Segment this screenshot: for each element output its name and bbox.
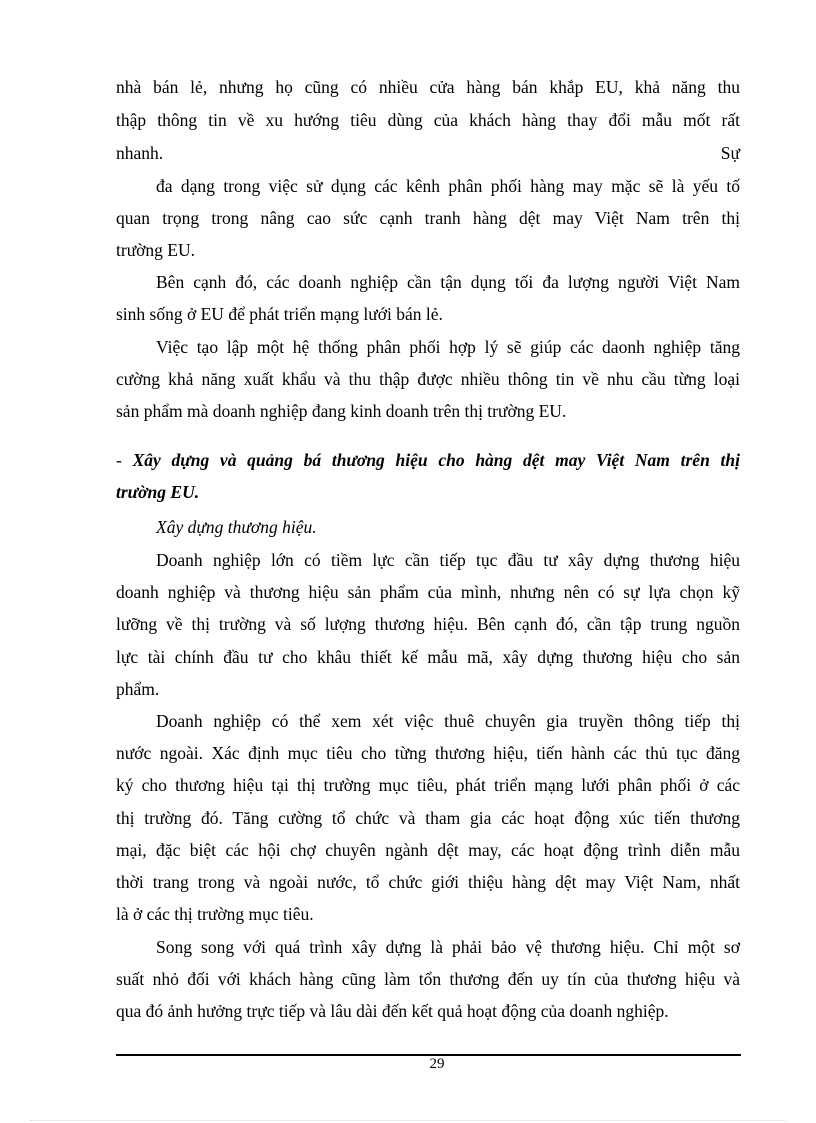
- body-text-line: Doanh nghiệp có thể xem xét việc thuê chuyên gia truyền thông tiếp thị: [156, 711, 740, 731]
- body-text-line: Doanh nghiệp lớn có tiềm lực cần tiếp tục đầu tư xây dựng thương hiệu: [156, 550, 740, 570]
- page-bottom-dotted-line: [30, 1120, 786, 1121]
- body-text-line: sản phẩm mà doanh nghiệp đang kinh doanh trên thị trường EU.: [116, 401, 567, 421]
- body-text-line: trường EU.: [116, 240, 196, 260]
- subheading: Xây dựng thương hiệu.: [156, 517, 317, 537]
- body-text-line: lực tài chính đầu tư cho khâu thiết kế mẫu mã, xây dựng thương hiệu cho sản: [116, 647, 740, 667]
- body-text-line: cường khả năng xuất khẩu và thu thập được nhiều thông tin về nhu cầu từng loại: [116, 369, 740, 389]
- heading-dash: -: [116, 450, 133, 470]
- body-text-line: [116, 143, 740, 163]
- body-text-line: thập thông tin về xu hướng tiêu dùng của khách hàng thay đổi mẫu mốt rất: [116, 110, 740, 130]
- section-heading-cont: trường EU.: [116, 482, 200, 502]
- body-text-line: doanh nghiệp và thương hiệu sản phẩm của mình, nhưng nên có sự lựa chọn kỹ: [116, 582, 740, 602]
- body-text-line: thời trang trong và ngoài nước, tổ chức giới thiệu hàng dệt may Việt Nam, nhất: [116, 872, 740, 892]
- body-text-line: phẩm.: [116, 679, 160, 699]
- body-text-line: nước ngoài. Xác định mục tiêu cho từng thương hiệu, tiến hành các thủ tục đăng: [116, 743, 740, 763]
- body-text-line: nhà bán lẻ, nhưng họ cũng có nhiều cửa hàng bán khắp EU, khả năng thu: [116, 77, 740, 97]
- body-text-line: sinh sống ở EU để phát triển mạng lưới bán lẻ.: [116, 304, 443, 324]
- body-text-line: là ở các thị trường mục tiêu.: [116, 904, 314, 924]
- body-text-fragment: nhanh.: [116, 143, 164, 163]
- body-text-line: Việc tạo lập một hệ thống phân phối hợp lý sẽ giúp các daonh nghiệp tăng: [156, 337, 740, 357]
- body-text-line: đa dạng trong việc sử dụng các kênh phân phối hàng may mặc sẽ là yếu tố: [156, 176, 740, 196]
- body-text-line: lưỡng về thị trường và số lượng thương hiệu. Bên cạnh đó, cần tập trung nguồn: [116, 614, 740, 634]
- body-text-line: suất nhỏ đối với khách hàng cũng làm tổn thương đến uy tín của thương hiệu và: [116, 969, 740, 989]
- page-number: 29: [429, 1056, 445, 1072]
- body-text-line: mại, đặc biệt các hội chợ chuyên ngành dệt may, các hoạt động trình diễn mẫu: [116, 840, 740, 860]
- body-text-line: ký cho thương hiệu tại thị trường mục tiêu, phát triển mạng lưới phân phối ở các: [116, 775, 740, 795]
- body-text-line: Song song với quá trình xây dựng là phải bảo vệ thương hiệu. Chỉ một sơ: [156, 937, 740, 957]
- body-text-line: qua đó ảnh hưởng trực tiếp và lâu dài đến kết quả hoạt động của doanh nghiệp.: [116, 1001, 669, 1021]
- body-text-line: Bên cạnh đó, các doanh nghiệp cần tận dụng tối đa lượng người Việt Nam: [156, 272, 740, 292]
- section-heading: [116, 450, 740, 470]
- body-text-line: thị trường đó. Tăng cường tổ chức và tham gia các hoạt động xúc tiến thương: [116, 808, 740, 828]
- heading-text: Xây dựng và quảng bá thương hiệu cho hàng dệt may Việt Nam trên thị: [132, 450, 740, 470]
- body-text-line: quan trọng trong nâng cao sức cạnh tranh hàng dệt may Việt Nam trên thị: [116, 208, 740, 228]
- body-text-fragment: Sự: [720, 143, 740, 163]
